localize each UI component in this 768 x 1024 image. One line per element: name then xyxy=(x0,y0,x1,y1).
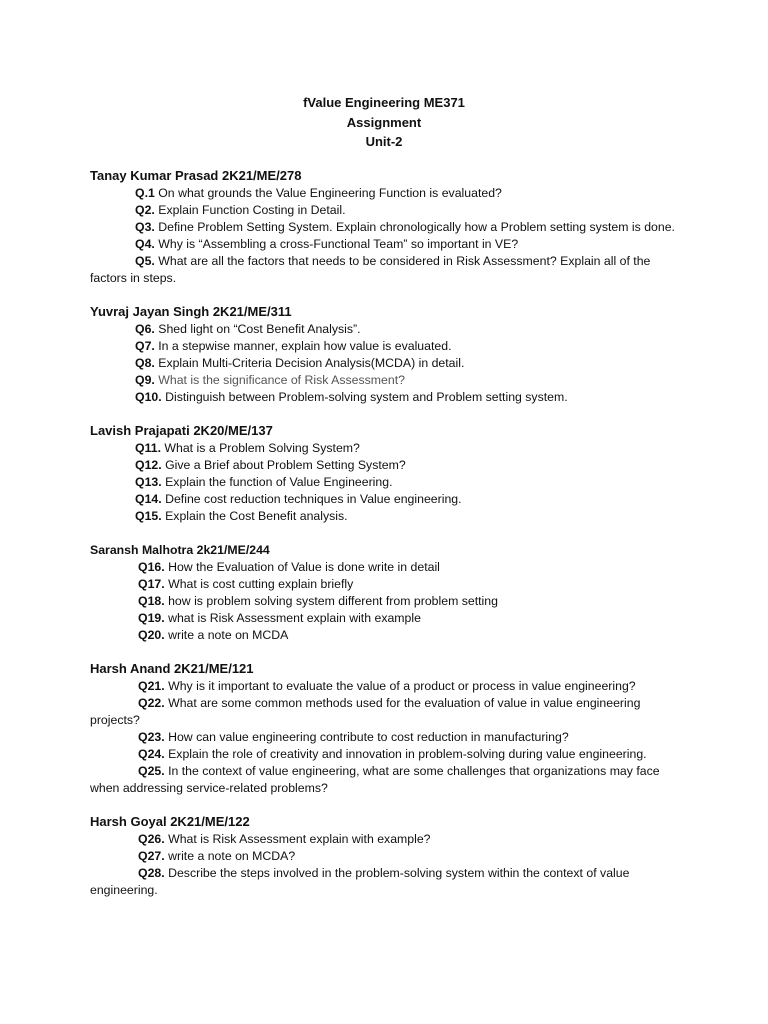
question-number: Q21. xyxy=(138,679,165,693)
question-text: How the Evaluation of Value is done write in detail xyxy=(164,560,440,574)
question xyxy=(90,695,680,729)
question-number: Q18. xyxy=(138,594,165,608)
question-number: Q26. xyxy=(138,832,165,846)
question xyxy=(90,593,680,610)
question-number: Q13. xyxy=(135,475,162,489)
student-section xyxy=(90,422,680,525)
question-text: What are some common methods used for the evaluation of value in value engineering projects? xyxy=(90,696,641,727)
question-text: Why is it important to evaluate the value of a product or process in value engineering? xyxy=(164,679,636,693)
question-text: write a note on MCDA? xyxy=(164,849,296,863)
document-subtitle: Assignment xyxy=(346,114,422,130)
student-heading: Lavish Prajapati 2K20/ME/137 xyxy=(90,423,273,438)
question-text: Explain Function Costing in Detail. xyxy=(154,203,346,217)
question-text: Explain the function of Value Engineering. xyxy=(161,475,393,489)
question-text: Define Problem Setting System. Explain chronologically how a Problem setting system is done. xyxy=(154,220,675,234)
student-sections xyxy=(90,167,680,915)
question xyxy=(90,763,680,797)
question xyxy=(90,559,680,576)
student-heading: Yuvraj Jayan Singh 2K21/ME/311 xyxy=(90,304,292,319)
question-text: What is a Problem Solving System? xyxy=(160,441,360,455)
document-unit: Unit-2 xyxy=(365,134,403,149)
question xyxy=(90,253,680,287)
question xyxy=(90,219,680,236)
question-number: Q5. xyxy=(135,254,155,268)
question-number: Q28. xyxy=(138,866,165,880)
question xyxy=(90,372,680,389)
question-number: Q16. xyxy=(138,560,165,574)
question xyxy=(90,678,680,695)
question-number: Q8. xyxy=(135,356,155,370)
document-title: fValue Engineering ME371 xyxy=(303,95,465,110)
question-number: Q12. xyxy=(135,458,162,472)
question-number: Q.1 xyxy=(135,186,155,200)
question xyxy=(90,576,680,593)
question-text: what is Risk Assessment explain with example xyxy=(164,611,421,625)
question-text: Explain the role of creativity and innovation in problem-solving during value engineering. xyxy=(164,747,647,761)
question-number: Q15. xyxy=(135,509,162,523)
question-number: Q4. xyxy=(135,237,155,251)
student-section xyxy=(90,167,680,287)
question-number: Q22. xyxy=(138,696,165,710)
question xyxy=(90,848,680,865)
question-number: Q14. xyxy=(135,492,162,506)
question-text: Explain Multi-Criteria Decision Analysis(MCDA) in detail. xyxy=(154,356,465,370)
document-header xyxy=(0,93,768,152)
question xyxy=(90,491,680,508)
question-text: write a note on MCDA xyxy=(164,628,289,642)
question xyxy=(90,610,680,627)
question-number: Q7. xyxy=(135,339,155,353)
question xyxy=(90,338,680,355)
question-number: Q20. xyxy=(138,628,165,642)
question-text: Distinguish between Problem-solving system and Problem setting system. xyxy=(161,390,568,404)
question xyxy=(90,627,680,644)
question xyxy=(90,355,680,372)
student-section xyxy=(90,813,680,899)
question-number: Q11. xyxy=(135,441,161,455)
question-number: Q9. xyxy=(135,373,155,387)
question-text: Describe the steps involved in the problem-solving system within the context of value engineering. xyxy=(90,866,630,897)
question-number: Q2. xyxy=(135,203,155,217)
question-text: Explain the Cost Benefit analysis. xyxy=(161,509,348,523)
question-number: Q25. xyxy=(138,764,165,778)
question xyxy=(90,746,680,763)
question xyxy=(90,202,680,219)
question-text: What are all the factors that needs to be considered in Risk Assessment? Explain all of the factors in steps. xyxy=(90,254,651,285)
question-text: What is cost cutting explain briefly xyxy=(164,577,354,591)
question xyxy=(90,831,680,848)
question-text: What is Risk Assessment explain with example? xyxy=(164,832,431,846)
student-heading: Saransh Malhotra 2k21/ME/244 xyxy=(90,543,270,557)
question xyxy=(90,389,680,406)
question xyxy=(90,729,680,746)
question xyxy=(90,457,680,474)
question xyxy=(90,321,680,338)
question-text: In the context of value engineering, what are some challenges that organizations may face when addressing service-related problems? xyxy=(90,764,660,795)
student-section xyxy=(90,541,680,644)
question-number: Q6. xyxy=(135,322,155,336)
question-text: Why is “Assembling a cross-Functional Team” so important in VE? xyxy=(154,237,519,251)
question-text: How can value engineering contribute to cost reduction in manufacturing? xyxy=(164,730,569,744)
question-text: Shed light on “Cost Benefit Analysis”. xyxy=(154,322,361,336)
question-text: On what grounds the Value Engineering Function is evaluated? xyxy=(154,186,502,200)
question-number: Q10. xyxy=(135,390,162,404)
question-text: Give a Brief about Problem Setting System? xyxy=(161,458,406,472)
question-number: Q23. xyxy=(138,730,165,744)
student-heading: Harsh Anand 2K21/ME/121 xyxy=(90,661,254,676)
question-text: Define cost reduction techniques in Value engineering. xyxy=(161,492,462,506)
question xyxy=(90,474,680,491)
question-text: In a stepwise manner, explain how value is evaluated. xyxy=(154,339,452,353)
question xyxy=(90,508,680,525)
question xyxy=(90,865,680,899)
question xyxy=(90,236,680,253)
question-text: how is problem solving system different from problem setting xyxy=(164,594,498,608)
question-number: Q27. xyxy=(138,849,165,863)
question xyxy=(90,440,680,457)
student-section xyxy=(90,303,680,406)
student-section xyxy=(90,660,680,797)
question-number: Q3. xyxy=(135,220,155,234)
question xyxy=(90,185,680,202)
question-number: Q17. xyxy=(138,577,165,591)
question-text: What is the significance of Risk Assessment? xyxy=(154,373,405,387)
question-number: Q24. xyxy=(138,747,165,761)
student-heading: Harsh Goyal 2K21/ME/122 xyxy=(90,814,250,829)
student-heading: Tanay Kumar Prasad 2K21/ME/278 xyxy=(90,168,302,183)
question-number: Q19. xyxy=(138,611,165,625)
